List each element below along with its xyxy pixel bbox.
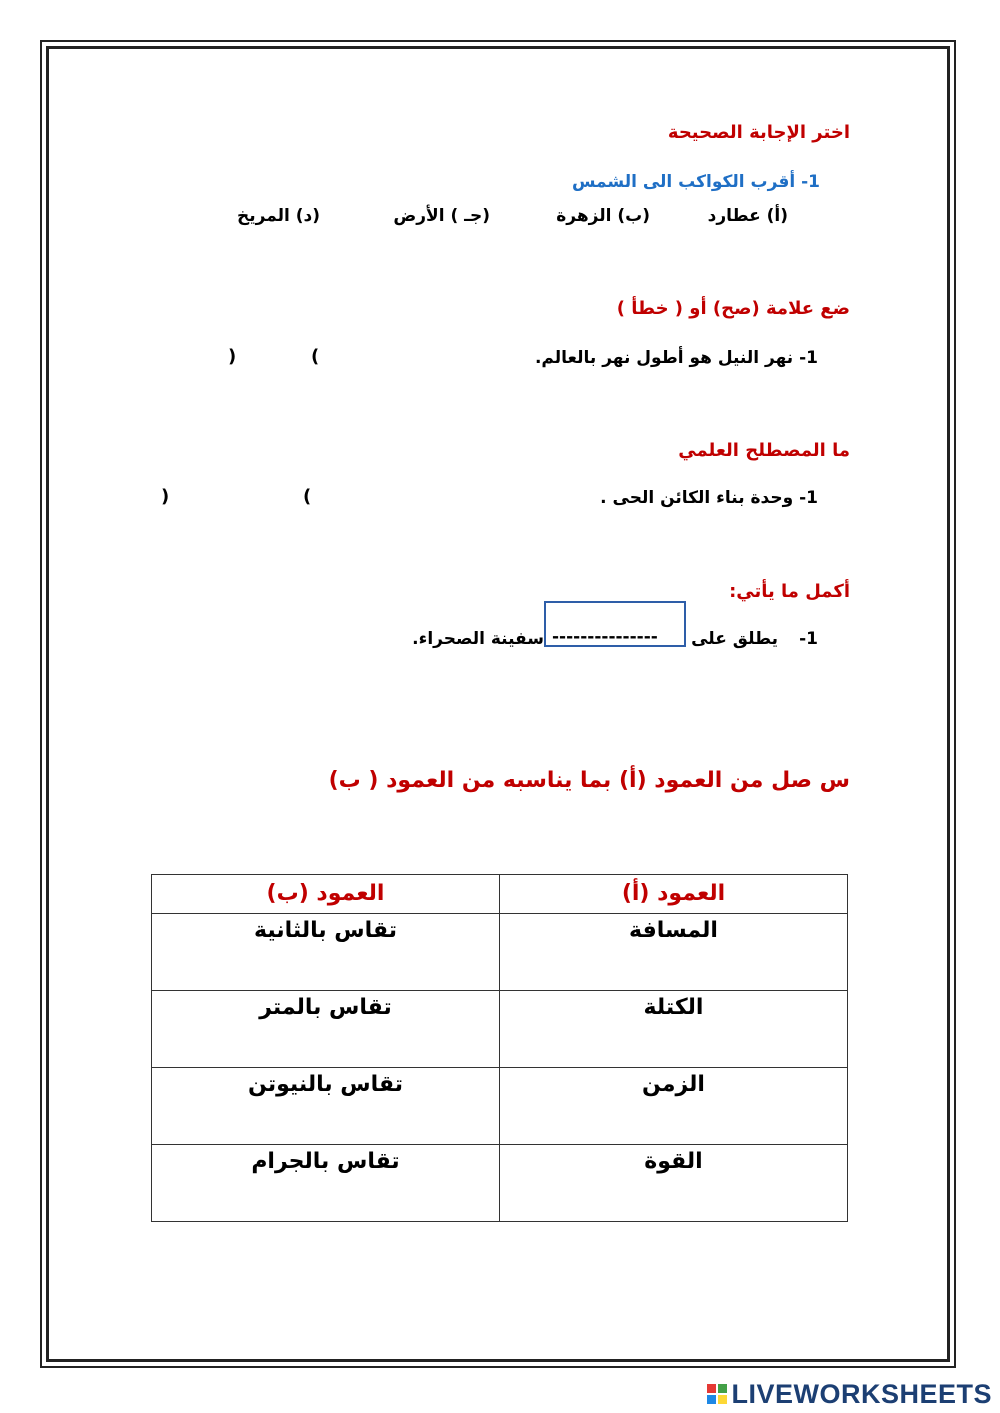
col-b-item-1[interactable]: تقاس بالثانية	[152, 914, 500, 991]
term-answer-slot[interactable]	[175, 484, 299, 512]
term-open-paren: (	[303, 486, 312, 507]
col-b-item-2[interactable]: تقاس بالمتر	[152, 991, 500, 1068]
logo-square	[718, 1395, 727, 1404]
tf-title: ضع علامة (صح) أو ( خطأ )	[616, 298, 850, 319]
term-statement: 1- وحدة بناء الكائن الحى .	[600, 488, 818, 508]
term-title: ما المصطلح العلمي	[678, 440, 850, 461]
complete-blank: ---------------	[552, 627, 658, 647]
table-row	[152, 1068, 848, 1145]
complete-title: أكمل ما يأتي:	[729, 581, 850, 602]
term-close-paren: )	[161, 486, 170, 507]
logo-square	[718, 1384, 727, 1393]
match-title: س صل من العمود (أ) بما يناسبه من العمود ( ب)	[328, 768, 850, 793]
mcq-option-a[interactable]: (أ) عطارد	[707, 206, 788, 226]
mcq-option-c[interactable]: (جـ ) الأرض	[393, 206, 490, 226]
logo-square	[707, 1384, 716, 1393]
mcq-question: 1- أقرب الكواكب الى الشمس	[571, 172, 820, 192]
liveworksheets-logo	[707, 1378, 992, 1410]
table-row	[152, 914, 848, 991]
logo-square	[707, 1395, 716, 1404]
col-a-header: العمود (أ)	[500, 875, 848, 914]
complete-prefix: يطلق على	[691, 629, 778, 649]
tf-open-paren: (	[311, 346, 320, 367]
complete-suffix: سفينة الصحراء.	[412, 629, 544, 649]
mcq-option-d[interactable]: (د) المريخ	[237, 206, 320, 226]
tf-statement: 1- نهر النيل هو أطول نهر بالعالم.	[534, 348, 818, 368]
logo-squares-icon	[707, 1384, 727, 1404]
tf-answer-slot[interactable]	[240, 344, 308, 372]
table-row	[152, 991, 848, 1068]
col-a-item-1[interactable]: المسافة	[500, 914, 848, 991]
complete-number: 1-	[799, 629, 818, 649]
col-b-item-3[interactable]: تقاس بالنيوتن	[152, 1068, 500, 1145]
tf-close-paren: )	[228, 346, 237, 367]
col-a-item-3[interactable]: الزمن	[500, 1068, 848, 1145]
col-b-header: العمود (ب)	[152, 875, 500, 914]
logo-text: LIVEWORKSHEETS	[731, 1378, 992, 1409]
mcq-option-b[interactable]: (ب) الزهرة	[556, 206, 650, 226]
complete-answer-input[interactable]	[544, 601, 686, 647]
col-b-item-4[interactable]: تقاس بالجرام	[152, 1145, 500, 1222]
table-row	[152, 1145, 848, 1222]
col-a-item-4[interactable]: القوة	[500, 1145, 848, 1222]
match-table	[151, 874, 848, 1222]
col-a-item-2[interactable]: الكتلة	[500, 991, 848, 1068]
mcq-title: اختر الإجابة الصحيحة	[667, 122, 850, 143]
